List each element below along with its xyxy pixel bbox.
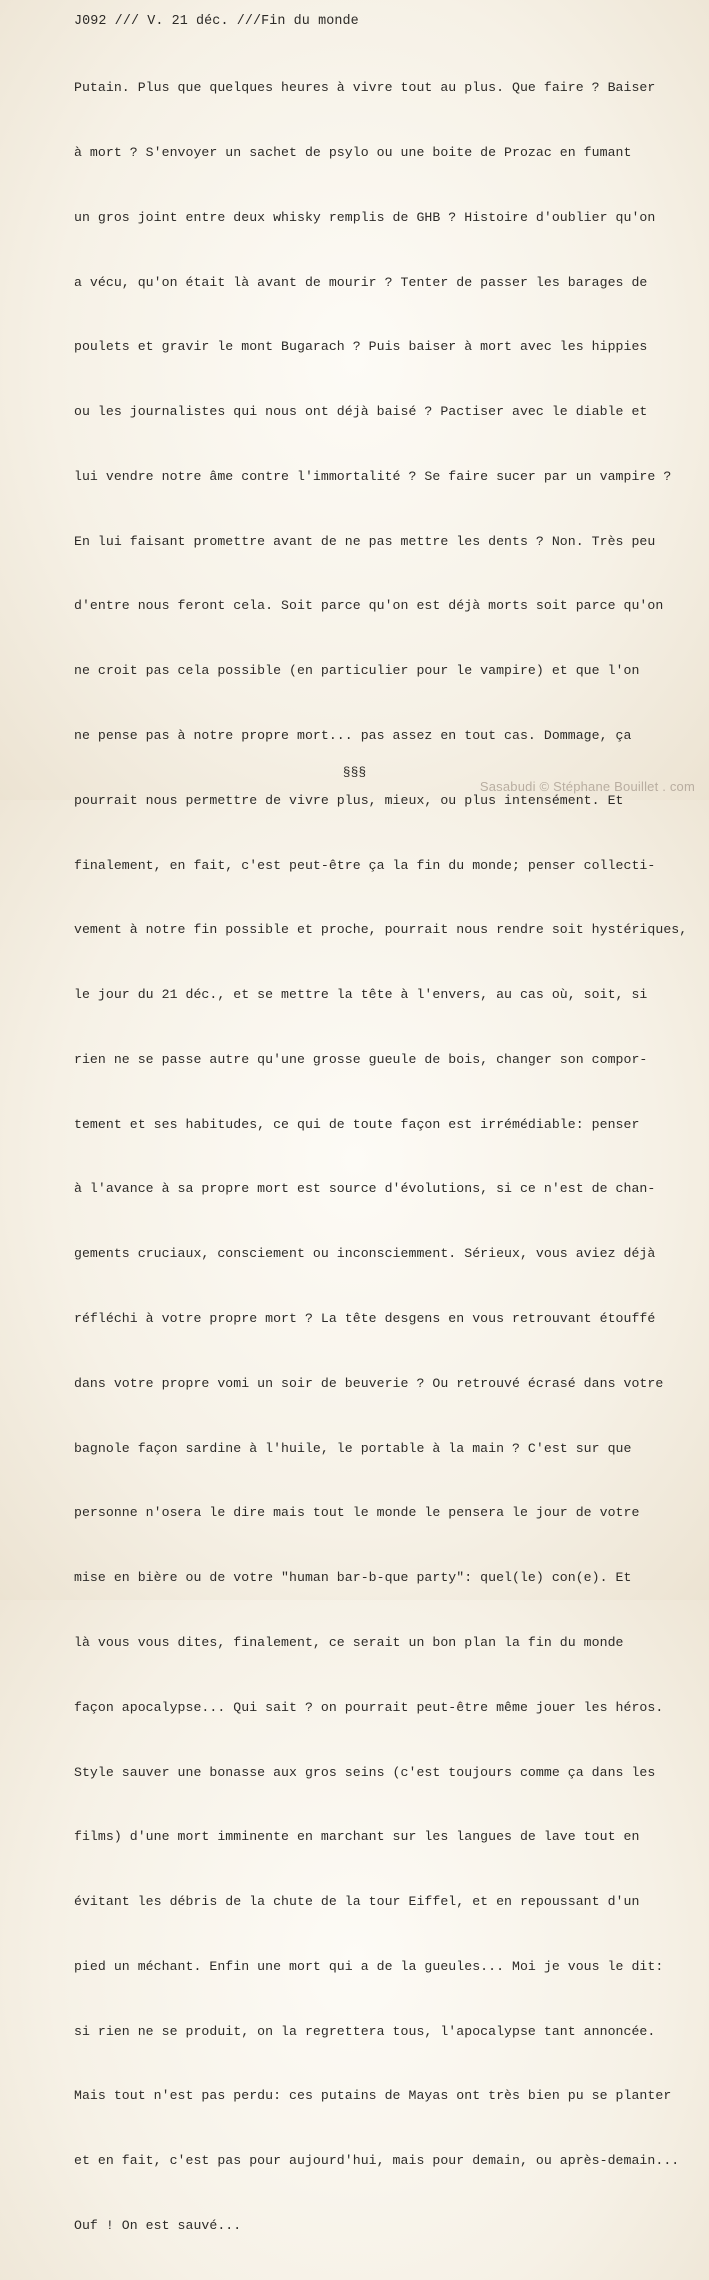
text-line: ne pense pas à notre propre mort... pas assez en tout cas. Dommage, ça	[74, 728, 632, 743]
text-line: le jour du 21 déc., et se mettre la tête à l'envers, au cas où, soit, si	[74, 987, 648, 1003]
text-line: bagnole façon sardine à l'huile, le portable à la main ? C'est sur que	[74, 1440, 632, 1456]
text-line: finalement, en fait, c'est peut-être ça la fin du monde; penser collecti-	[74, 857, 656, 873]
text-line: personne n'osera le dire mais tout le monde le pensera le jour de votre	[74, 1505, 640, 1521]
text-line: a vécu, qu'on était là avant de mourir ? Tenter de passer les barages de	[74, 274, 648, 290]
text-line: évitant les débris de la chute de la tour Eiffel, et en repoussant d'un	[74, 1894, 640, 1910]
text-line: En lui faisant promettre avant de ne pas mettre les dents ? Non. Très peu	[74, 533, 656, 549]
text-line: gements cruciaux, consciement ou inconsciemment. Sérieux, vous aviez déjà	[74, 1246, 656, 1262]
body-text	[74, 34, 704, 2280]
text-line: façon apocalypse... Qui sait ? on pourrait peut-être même jouer les héros.	[74, 1699, 664, 1715]
text-line: ne croit pas cela possible (en particulier pour le vampire) et que l'on	[74, 663, 640, 679]
text-line: poulets et gravir le mont Bugarach ? Puis baiser à mort avec les hippies	[74, 339, 648, 355]
watermark-credit: Sasabudi © Stéphane Bouillet . com	[479, 779, 695, 794]
text-line: et en fait, c'est pas pour aujourd'hui, mais pour demain, ou après-demain...	[74, 2153, 680, 2169]
text-line: Mais tout n'est pas perdu: ces putains de Mayas ont très bien pu se planter	[74, 2088, 672, 2104]
text-line: à l'avance à sa propre mort est source d'évolutions, si ce n'est de chan-	[74, 1181, 656, 1197]
text-line: vement à notre fin possible et proche, pourrait nous rendre soit hystériques,	[74, 922, 688, 938]
text-line: pourrait nous permettre de vivre plus, mieux, ou plus intensément. Et	[74, 792, 624, 808]
text-line: rien ne se passe autre qu'une grosse gueule de bois, changer son compor-	[74, 1051, 648, 1067]
text-line: à mort ? S'envoyer un sachet de psylo ou une boite de Prozac en fumant	[74, 144, 632, 160]
text-line: d'entre nous feront cela. Soit parce qu'on est déjà morts soit parce qu'on	[74, 598, 664, 614]
text-line: tement et ses habitudes, ce qui de toute façon est irrémédiable: penser	[74, 1116, 640, 1132]
text-line: mise en bière ou de votre "human bar-b-que party": quel(le) con(e). Et	[74, 1570, 632, 1586]
text-line: Style sauver une bonasse aux gros seins (c'est toujours comme ça dans les	[74, 1764, 656, 1780]
text-line: si rien ne se produit, on la regrettera tous, l'apocalypse tant annoncée.	[74, 2023, 656, 2039]
text-line: ou les journalistes qui nous ont déjà baisé ? Pactiser avec le diable et	[74, 404, 648, 420]
text-line: là vous vous dites, finalement, ce serait un bon plan la fin du monde	[74, 1634, 624, 1650]
text-line: Putain. Plus que quelques heures à vivre tout au plus. Que faire ? Baiser	[74, 80, 656, 96]
text-line: films) d'une mort imminente en marchant sur les langues de lave tout en	[74, 1829, 640, 1845]
text-line: dans votre propre vomi un soir de beuverie ? Ou retrouvé écrasé dans votre	[74, 1375, 664, 1391]
text-line: réfléchi à votre propre mort ? La tête desgens en vous retrouvant étouffé	[74, 1311, 656, 1327]
section-separator: §§§	[342, 765, 367, 780]
text-line: lui vendre notre âme contre l'immortalité ? Se faire sucer par un vampire ?	[74, 468, 672, 484]
text-line: pied un méchant. Enfin une mort qui a de la gueules... Moi je vous le dit:	[74, 1958, 664, 1974]
text-line: un gros joint entre deux whisky remplis de GHB ? Histoire d'oublier qu'on	[74, 209, 656, 225]
page-header: J092 /// V. 21 déc. ///Fin du monde	[74, 14, 359, 29]
text-line: Ouf ! On est sauvé...	[74, 2217, 242, 2233]
